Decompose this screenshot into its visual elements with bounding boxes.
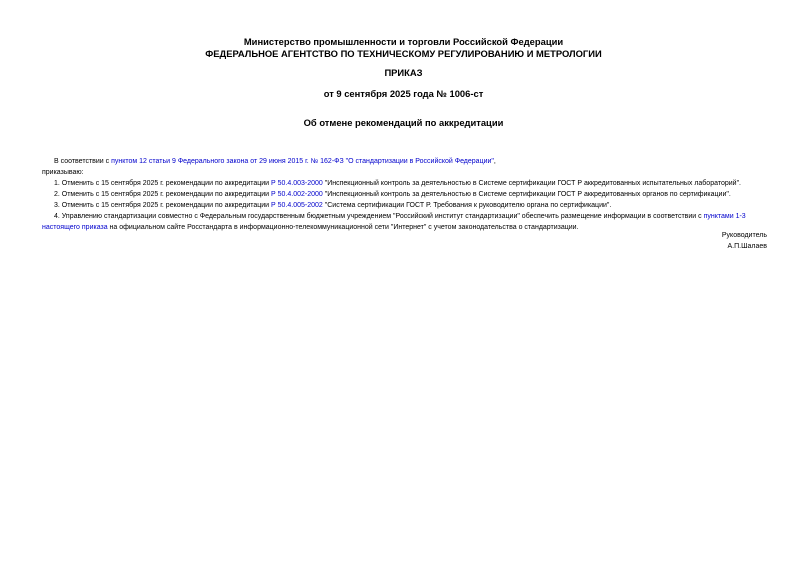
intro-text: В соответствии с — [54, 158, 112, 165]
orders-word: приказываю: — [42, 169, 84, 176]
order-item-2 — [42, 189, 770, 200]
signatory-name: А.П.Шалаев — [727, 243, 767, 250]
intro-paragraph — [42, 156, 770, 167]
standard-link-r-50-4-003-2000[interactable]: Р 50.4.003-2000 — [271, 180, 323, 187]
item-text: 2. Отменить с 15 сентября 2025 г. рекомендации по аккредитации — [54, 191, 272, 198]
document-header — [0, 36, 807, 60]
ministry-name: Министерство промышленности и торговли Российской Федерации — [243, 36, 564, 47]
item-text-tail: "Инспекционный контроль за деятельностью в Системе сертификации ГОСТ Р аккредитованных органов по сертификации". — [322, 191, 731, 198]
document-body — [42, 156, 770, 233]
item-text: 3. Отменить с 15 сентября 2025 г. рекомендации по аккредитации — [54, 202, 272, 209]
order-item-3 — [42, 200, 770, 211]
item-text-tail: на официальном сайте Росстандарта в информационно-телекоммуникационной сети "Интернет" с учетом законодательства о стандартизации. — [107, 224, 579, 231]
item-text-tail: "Инспекционный контроль за деятельностью в Системе сертификации ГОСТ Р аккредитованных испытательных лабораторий". — [322, 180, 741, 187]
order-item-1 — [42, 178, 770, 189]
standard-link-r-50-4-005-2002[interactable]: Р 50.4.005-2002 — [271, 202, 323, 209]
order-title: ПРИКАЗ — [384, 67, 423, 78]
order-item-4 — [42, 211, 770, 233]
intro-end: , — [493, 158, 496, 165]
item-text: 1. Отменить с 15 сентября 2025 г. рекомендации по аккредитации — [54, 180, 272, 187]
agency-name: ФЕДЕРАЛЬНОЕ АГЕНТСТВО ПО ТЕХНИЧЕСКОМУ РЕГУЛИРОВАНИЮ И МЕТРОЛОГИИ — [205, 48, 602, 59]
signatory-role: Руководитель — [721, 232, 767, 239]
item-text-tail: "Система сертификации ГОСТ Р. Требования к руководителю органа по сертификации". — [322, 202, 612, 209]
order-points-link[interactable]: пунктами 1-3 настоящего приказа — [42, 213, 746, 231]
order-date: от 9 сентября 2025 года № 1006-ст — [323, 88, 484, 99]
order-subject: Об отмене рекомендаций по аккредитации — [303, 117, 504, 128]
signature-block — [722, 230, 767, 252]
item-text: 4. Управлению стандартизации совместно с Федеральным государственным бюджетным учреждением "Российский институт стандартизации" обеспечить размещение информации в соответствии с — [54, 213, 704, 220]
standard-link-r-50-4-002-2000[interactable]: Р 50.4.002-2000 — [271, 191, 323, 198]
federal-law-link[interactable]: пунктом 12 статьи 9 Федерального закона от 29 июня 2015 г. № 162-ФЗ "О стандартизации в Российской Федерации" — [111, 158, 494, 165]
